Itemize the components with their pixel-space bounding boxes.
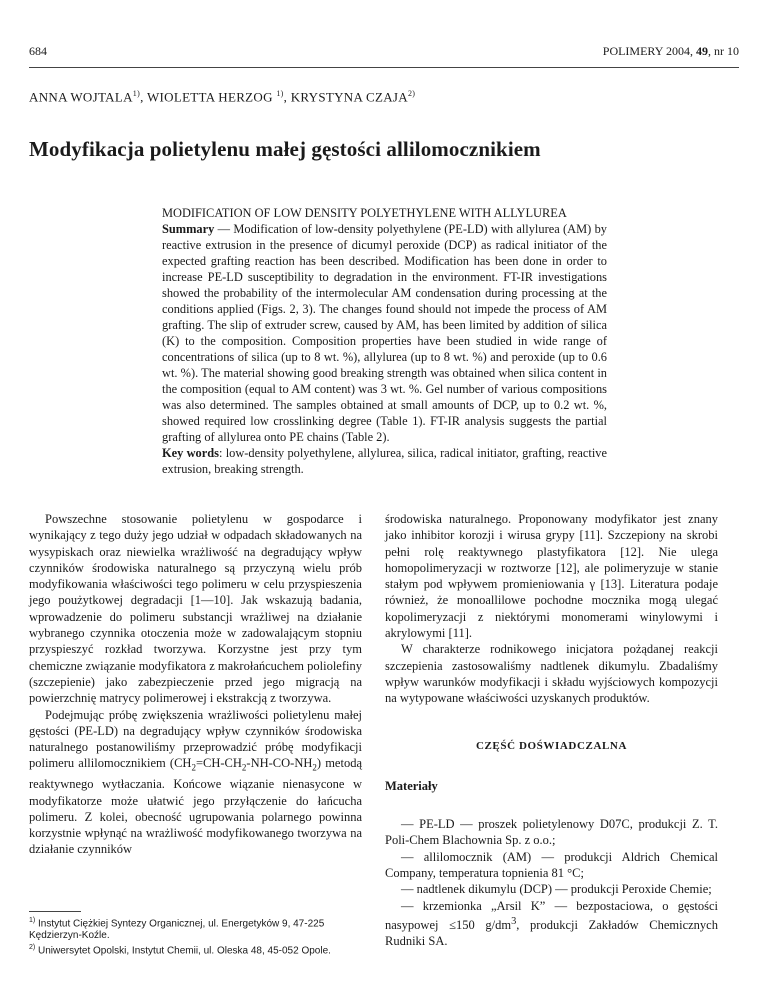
affiliation-mark: 1) bbox=[276, 89, 284, 98]
journal-volume: 49 bbox=[696, 44, 708, 58]
footnote-text: Instytut Ciężkiej Syntezy Organicznej, ul. Energetyków 9, 47-225 Kędzierzyn-Koźle. bbox=[29, 918, 325, 942]
paragraph-text: -NH-CO-NH bbox=[246, 756, 313, 771]
material-item bbox=[385, 898, 718, 950]
footnote bbox=[29, 915, 365, 942]
material-item: — allilomocznik (AM) — produkcji Aldrich Chemical Company, temperatura topnienia 81 °C; bbox=[385, 849, 718, 881]
journal-header bbox=[603, 44, 739, 59]
material-item: — nadtlenek dikumylu (DCP) — produkcji Peroxide Chemie; bbox=[401, 882, 712, 897]
right-column bbox=[385, 511, 718, 950]
keywords-label: Key words bbox=[162, 446, 219, 460]
page-number: 684 bbox=[29, 44, 47, 58]
footnote-mark: 2) bbox=[29, 944, 36, 952]
section-heading: CZĘŚĆ DOŚWIADCZALNA bbox=[475, 739, 628, 752]
material-text: — krzemionka „Arsil K” — bezpostaciowa, o gęstości nasypowej ≤150 g/dm bbox=[385, 898, 718, 933]
paragraph: W charakterze rodnikowego inicjatora pożądanej reakcji szczepienia zastosowaliśmy nadtlenek dikumylu. Zbadaliśmy wpływ warunków modyfikacji i składu wyjściowych kompozycji na wytypowane właściwości uzyskanych produktów. bbox=[385, 642, 718, 706]
subscript: 2 bbox=[312, 762, 317, 773]
summary-text: — Modification of low-density polyethylene (PE-LD) with allylurea (AM) by reactive extrusion in the presence of dicumyl peroxide (DCP) as radical initiator of the expected grafting reaction has been described. Modification has been done in order to increase PE-LD susceptibility to degradation in the environment. FT-IR investigations showed the probability of the intermolecular AM condensation during processing at the conditions applied (Figs. 2, 3). The changes found should not impede the process of AM grafting. The slip of extruder screw, caused by AM, has been limited by addition of silica (K) to the composition. Composition properties have been studied in wide range of concentrations of silica (up to 8 wt. %), allylurea (up to 8 wt. %) and peroxide (up to 0.6 wt. %). The material showing good breaking strength was obtained when silica content in the composition (equal to AM content) was 3 wt. %. Gel number of various compositions was also determined. The samples obtained at small amounts of DCP, up to 0.2 wt. %, showed required low crosslinking degree (Table 1). FT-IR analysis suggests the partial grafting of allylurea onto PE chains (Table 2). bbox=[162, 222, 607, 444]
footnotes bbox=[29, 915, 365, 958]
author-name: WIOLETTA HERZOG bbox=[146, 89, 277, 105]
paragraph-text: Podejmując próbę zwiększenia wrażliwości polietylenu małej gęstości (PE-LD) na degradujący wpływ czynników środowiska naturalnego postanowiliśmy przeprowadzić próbę modyfikacji polimeru allilomocznikiem (CH bbox=[29, 707, 362, 771]
left-column bbox=[29, 511, 362, 858]
header-rule bbox=[29, 67, 739, 68]
paragraph: środowiska naturalnego. Proponowany modyfikator jest znany jako inhibitor korozji i wirusa grypy [11]. Szczepiony na skrobi pełni rolę reaktywnego plastyfikatora [12]. Nie ulega homopolimeryzacji w roztworze [12], ale polimeryzuje w stanie stałym pod wpływem promieniowania γ [13]. Literatura podaje również, że monoallilowe pochodne mocznika mogą ulegać kopolimeryzacji z niektórymi monomerami winylowymi i akrylowymi [11]. bbox=[385, 512, 718, 641]
summary-label: Summary bbox=[162, 222, 215, 236]
author-separator: , bbox=[283, 89, 291, 105]
abstract bbox=[162, 205, 607, 477]
author-separator: , bbox=[140, 89, 147, 105]
paragraph: Powszechne stosowanie polietylenu w gospodarce i wynikający z tego duży jego udział w odpadach składowanych na wysypiskach oraz niewielka wrażliwość na degradujący wpływ czynników środowiska naturalnego są przyczyną wielu prób modyfikowania właściwości tego polimeru w celu przyspieszenia jego poużytkowej degradacji [1—10]. Jak wskazują badania, wprowadzenie do polimeru substancji wrażliwej na działanie wybranego czynnika otoczenia może w zadowalającym stopniu przyspieszyć rozkład tworzywa. Korzystne jest przy tym chemiczne związanie modyfikatora z makrołańcuchem poliolefiny (szczepienie) jako zabezpieczenie przed jego migracją na powierzchnię matrycy polimerowej i ekstrakcją z tworzywa. bbox=[29, 512, 362, 706]
author-name: ANNA WOJTALA bbox=[29, 89, 133, 105]
subscript: 2 bbox=[191, 762, 196, 773]
affiliation-mark: 2) bbox=[407, 89, 416, 98]
footnote-rule bbox=[29, 911, 81, 912]
author-name: KRYSTYNA CZAJA bbox=[290, 89, 408, 105]
paragraph-text: =CH-CH bbox=[195, 756, 242, 771]
journal-issue: , nr 10 bbox=[708, 44, 739, 58]
subsection-heading: Materiały bbox=[385, 778, 438, 793]
authors bbox=[29, 89, 415, 105]
paragraph-text: ) metodą reaktywnego wytłaczania. Końcowe wiązanie nienasycone w modyfikatorze może ułatwić jego przyłączenie do łańcucha polimeru. Z kolei, obecność ugrupowania polarnego powinna korzystnie wpłynąć na wrażliwość modyfikowanego tworzywa na działanie czynników bbox=[29, 756, 362, 857]
abstract-title: MODIFICATION OF LOW DENSITY POLYETHYLENE WITH ALLYLUREA bbox=[162, 206, 567, 220]
material-text: , produkcji Zakładów Chemicznych Rudniki SA. bbox=[385, 918, 718, 949]
paragraph bbox=[29, 707, 362, 858]
footnote-text: Uniwersytet Opolski, Instytut Chemii, ul. Oleska 48, 45-052 Opole. bbox=[35, 945, 331, 957]
journal-name: POLIMERY 2004, bbox=[602, 44, 696, 58]
superscript: 3 bbox=[511, 915, 517, 927]
paper-title: Modyfikacja polietylenu małej gęstości allilomocznikiem bbox=[29, 137, 541, 161]
affiliation-mark: 1) bbox=[132, 89, 141, 98]
keywords-text: : low-density polyethylene, allylurea, silica, radical initiator, grafting, reactive extrusion, breaking strength. bbox=[162, 446, 607, 476]
material-item: — PE-LD — proszek polietylenowy D07C, produkcji Z. T. Poli-Chem Blachownia Sp. z o.o.; bbox=[385, 817, 718, 848]
footnote-mark: 1) bbox=[29, 917, 36, 924]
subscript: 2 bbox=[241, 762, 247, 773]
footnote bbox=[29, 942, 365, 957]
